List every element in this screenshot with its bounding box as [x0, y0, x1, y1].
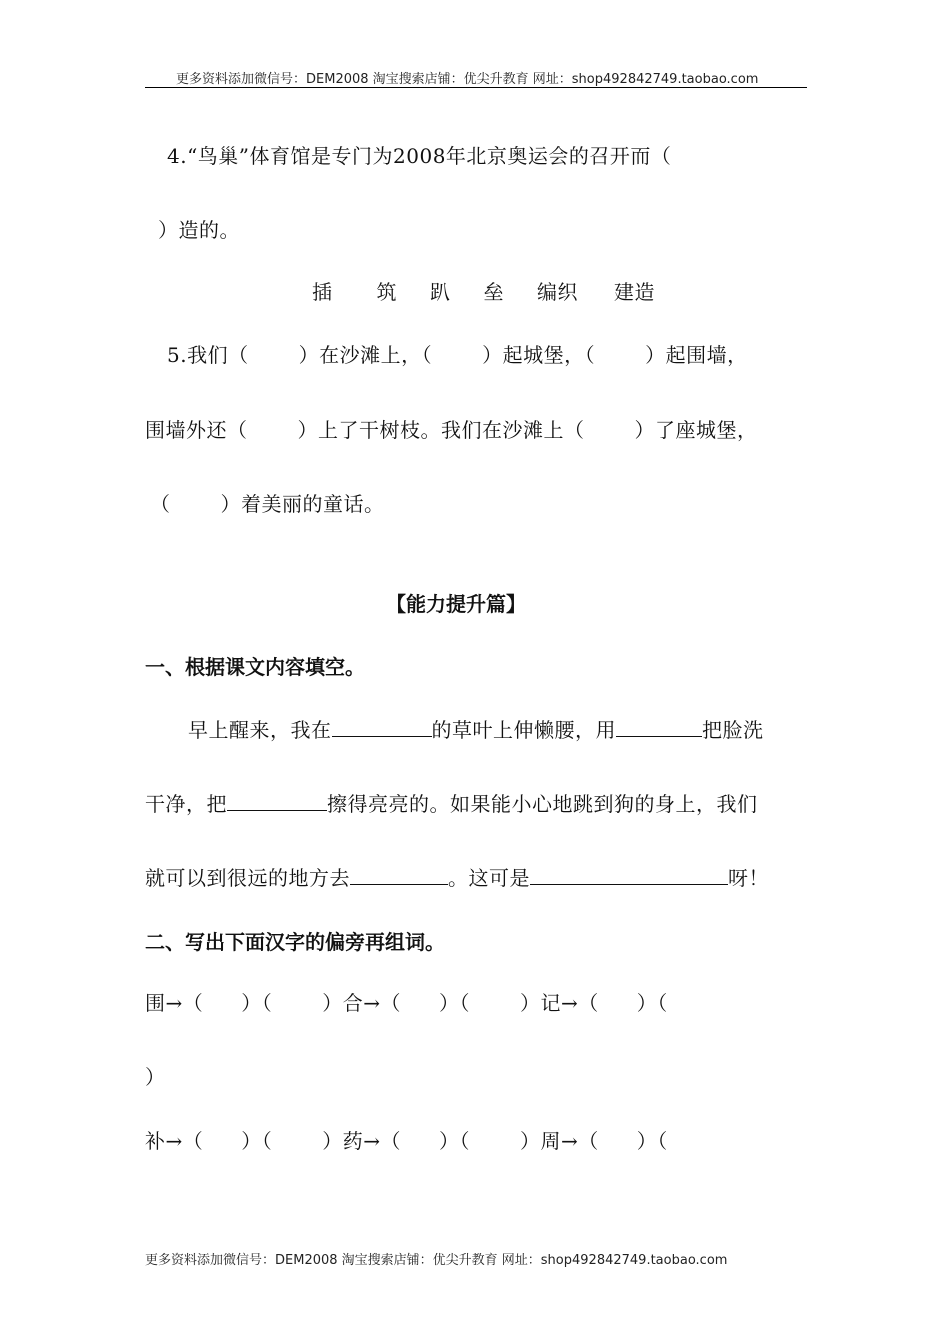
q4-line1: 4.“鸟巢”体育馆是专门为2008年北京奥运会的召开而（ [167, 144, 672, 168]
fill-blank[interactable] [530, 866, 728, 885]
page-footer: 更多资料添加微信号：DEM2008 淘宝搜索店铺：优尖升教育 网址：shop492842749.taobao.com [145, 1253, 728, 1268]
option: 筑 [376, 280, 397, 304]
fill-blank[interactable] [350, 866, 448, 885]
part2-row2: 补→（ ）（ ）药→（ ）（ ）周→（ ）（ [145, 1129, 668, 1153]
q5-line1: 5.我们（ ）在沙滩上，（ ）起城堡，（ ）起围墙， [167, 343, 748, 367]
part1-line2: 干净，把 擦得亮亮的。如果能小心地跳到狗的身上，我们 [145, 792, 758, 816]
section-title: 【能力提升篇】 [386, 592, 526, 616]
part2-row1: 围→（ ）（ ）合→（ ）（ ）记→（ ）（ [145, 991, 668, 1015]
part1-heading: 一、根据课文内容填空。 [145, 655, 365, 679]
fill-blank[interactable] [332, 718, 432, 737]
fill-blank[interactable] [227, 792, 327, 811]
q4-line2: ）造的。 [158, 218, 240, 242]
option: 垒 [483, 280, 504, 304]
part1-line1: 早上醒来，我在 的草叶上伸懒腰，用 把脸洗 [188, 718, 764, 742]
fill-blank[interactable] [616, 718, 702, 737]
part2-row1-wrap: ） [145, 1065, 166, 1089]
option: 插 [312, 280, 333, 304]
header-rule [145, 87, 807, 88]
part1-line3: 就可以到很远的地方去 。这可是 呀！ [145, 866, 769, 890]
part2-heading: 二、写出下面汉字的偏旁再组词。 [145, 930, 445, 954]
page-header: 更多资料添加微信号：DEM2008 淘宝搜索店铺：优尖升教育 网址：shop492842749.taobao.com [176, 72, 759, 87]
q5-line2: 围墙外还（ ）上了干树枝。我们在沙滩上（ ）了座城堡， [145, 418, 758, 442]
option: 编织 [537, 280, 578, 304]
q4-options [312, 276, 655, 305]
option: 趴 [430, 280, 451, 304]
q5-line3: （ ）着美丽的童话。 [150, 492, 385, 516]
option: 建造 [614, 280, 655, 304]
